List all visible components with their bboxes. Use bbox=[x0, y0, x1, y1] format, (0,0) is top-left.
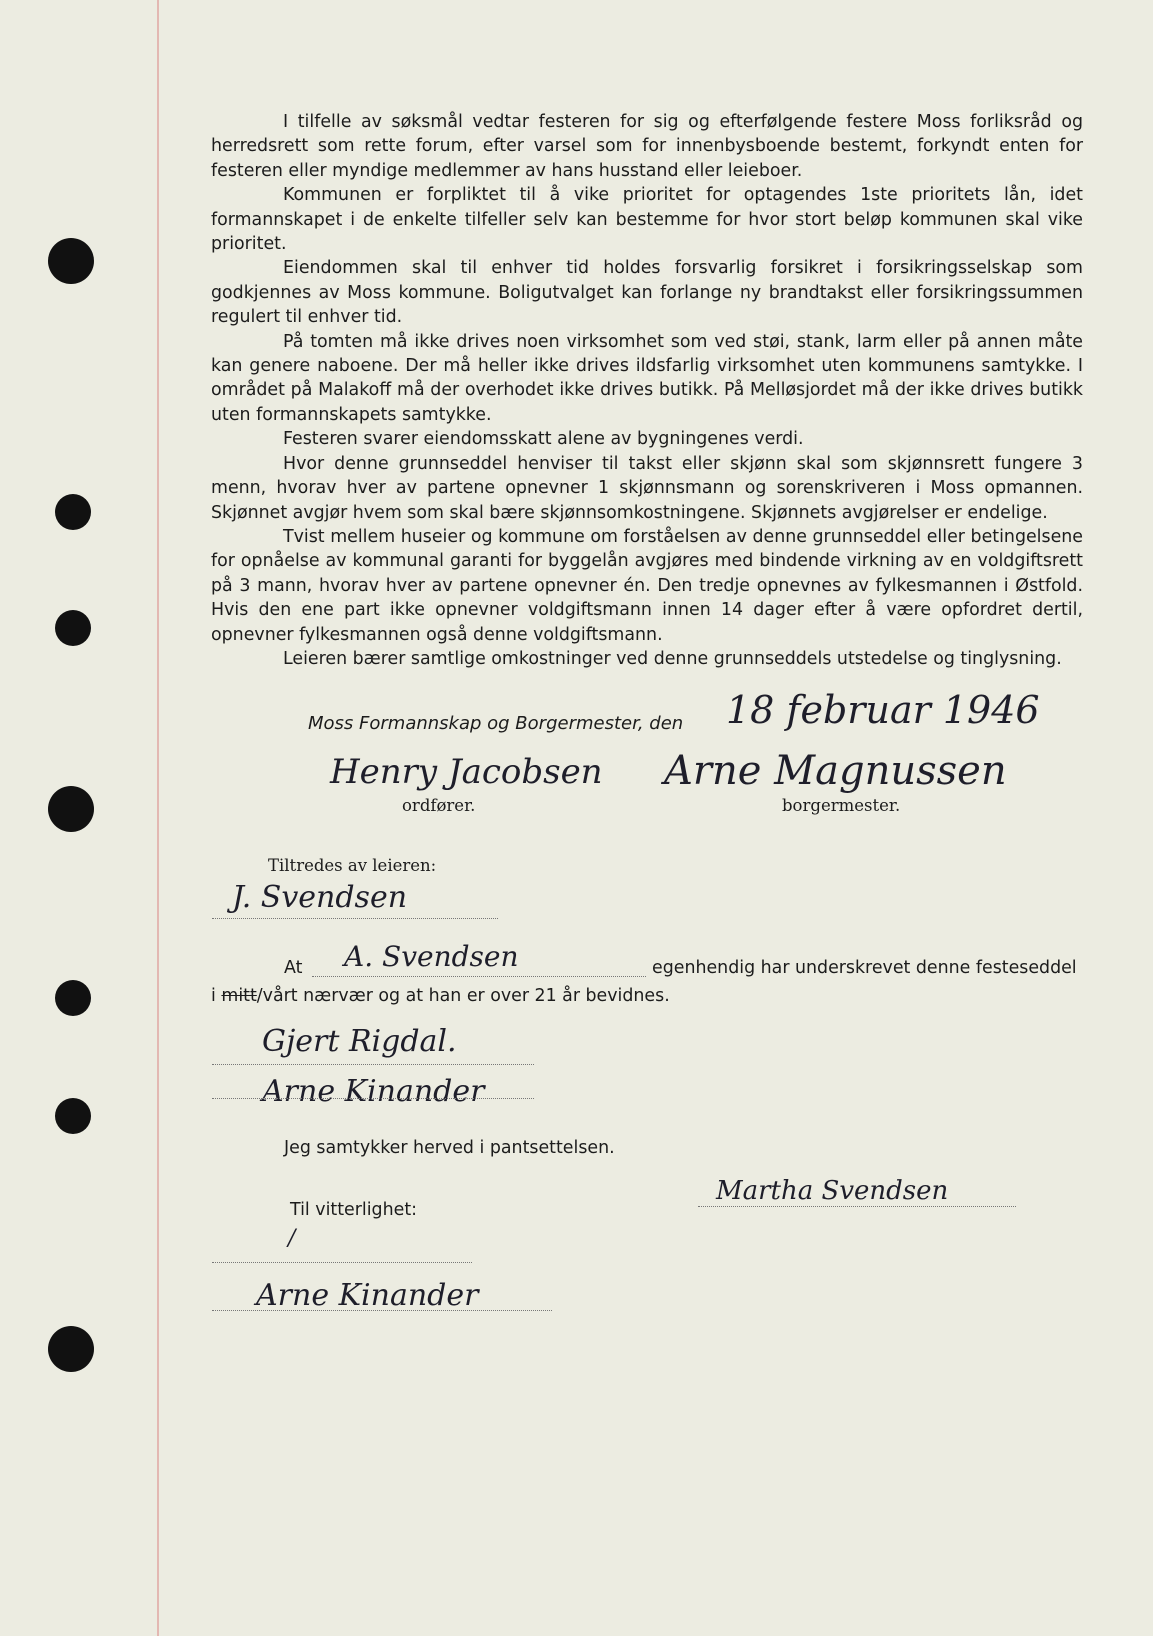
witnessed-signer-line bbox=[312, 976, 646, 977]
paragraph-jurisdiction: I tilfelle av søksmål vedtar festeren for sig og efterfølgende festere Moss forliksråd og herredsrett som rette forum, efter varsel som for innenbysboende bestemt, forkyndt enten for festeren eller myndige medlemmer av hans husstand eller leieboer. bbox=[211, 112, 1083, 181]
paragraph-priority: Kommunen er forpliktet til å vike prioritet for optagendes 1ste prioritets lån, idet formannskapet i de enkelte tilfeller selv kan bestemme for hvor stort beløp kommunen skal vike prioritet. bbox=[211, 185, 1083, 255]
attest-mark: / bbox=[288, 1226, 296, 1251]
paragraph-use-restrictions: På tomten må ikke drives noen virksomhet som ved støi, stank, larm eller på annen måte kan genere naboene. Der må heller ikke drives ildsfarlig virksomhet uten kommunens samtykke. I området på Malakoff må der overhodet ikke drives butikk. På Melløsjordet må der ikke drives butikk uten formannskapets samtykke. bbox=[211, 331, 1083, 425]
witness-line2-rest: /vårt nærvær og at han er over 21 år bevidnes. bbox=[256, 986, 670, 1006]
witness-statement: egenhendig har underskrevet denne festeseddel bbox=[652, 958, 1077, 978]
consent-signature: Martha Svendsen bbox=[716, 1176, 949, 1206]
witnessed-signer: A. Svendsen bbox=[344, 940, 519, 973]
consent-text: Jeg samtykker herved i pantsettelsen. bbox=[284, 1138, 615, 1158]
binder-hole bbox=[48, 786, 94, 832]
witness-line-1 bbox=[212, 1064, 534, 1065]
witness-signature-2: Arne Kinander bbox=[262, 1074, 485, 1109]
paragraph-arbitration: Tvist mellem huseier og kommune om forståelsen av denne grunnseddel eller betingelsene for opnåelse av kommunal garanti for byggelån avgjøres med bindende virkning av en voldgiftsrett på 3 mann, hvorav hver av partene opnevner én. Den tredje opnevnes av fylkesmannen i Østfold. Hvis den ene part ikke opnevner voldgiftsmann innen 14 dager efter å være opfordret dertil, opnevner fylkesmannen også denne voldgiftsmann. bbox=[211, 526, 1083, 645]
signing-date: 18 februar 1946 bbox=[726, 688, 1040, 732]
chairman-signature: Henry Jacobsen bbox=[330, 752, 603, 792]
paragraph-insurance: Eiendommen skal til enhver tid holdes forsvarlig forsikret i forsikringsselskap som godkjennes av Moss kommune. Boligutvalget kan forlange ny brandtakst eller forsikringssummen regulert til enhver tid. bbox=[211, 258, 1083, 328]
binder-hole bbox=[48, 1326, 94, 1372]
tenant-label: Tiltredes av leieren: bbox=[268, 856, 437, 875]
chairman-title: ordfører. bbox=[402, 796, 476, 815]
witness-statement-line2 bbox=[211, 986, 670, 1006]
attest-line-2 bbox=[212, 1310, 552, 1311]
witness-struck-word: mitt bbox=[221, 986, 257, 1006]
attest-signature: Arne Kinander bbox=[256, 1278, 479, 1313]
signing-preamble: Moss Formannskap og Borgermester, den bbox=[308, 713, 684, 734]
tenant-signature-line bbox=[212, 918, 498, 919]
witness-line-2 bbox=[212, 1098, 534, 1099]
paragraph-property-tax: Festeren svarer eiendomsskatt alene av bygningenes verdi. bbox=[283, 429, 804, 450]
witness-signature-1: Gjert Rigdal. bbox=[262, 1024, 457, 1059]
paragraph-appraisal: Hvor denne grunnseddel henviser til takst eller skjønn skal som skjønnsrett fungere 3 menn, hvorav hver av partene opnevner 1 skjønnsmann og sorenskriveren i Moss opmannen. Skjønnet avgjør hvem som skal bære skjønnsomkostningene. Skjønnets avgjørelser er endelige. bbox=[211, 453, 1083, 523]
paragraph-costs: Leieren bærer samtlige omkostninger ved denne grunnseddels utstedelse og tinglysning. bbox=[283, 648, 1062, 669]
binder-hole bbox=[55, 494, 91, 530]
attest-line-1 bbox=[212, 1262, 472, 1263]
consent-signature-line bbox=[698, 1206, 1016, 1207]
attest-label: Til vitterlighet: bbox=[290, 1200, 417, 1220]
binder-hole bbox=[55, 610, 91, 646]
contract-terms bbox=[211, 110, 1083, 671]
tenant-signature: J. Svendsen bbox=[232, 880, 408, 915]
binder-hole bbox=[55, 1098, 91, 1134]
witness-line2-prefix: i bbox=[211, 986, 216, 1006]
mayor-signature: Arne Magnussen bbox=[664, 748, 1007, 794]
witness-at-label: At bbox=[284, 958, 303, 978]
margin-rule bbox=[157, 0, 159, 1636]
binder-hole bbox=[55, 980, 91, 1016]
mayor-title: borgermester. bbox=[782, 796, 901, 815]
binder-hole bbox=[48, 238, 94, 284]
